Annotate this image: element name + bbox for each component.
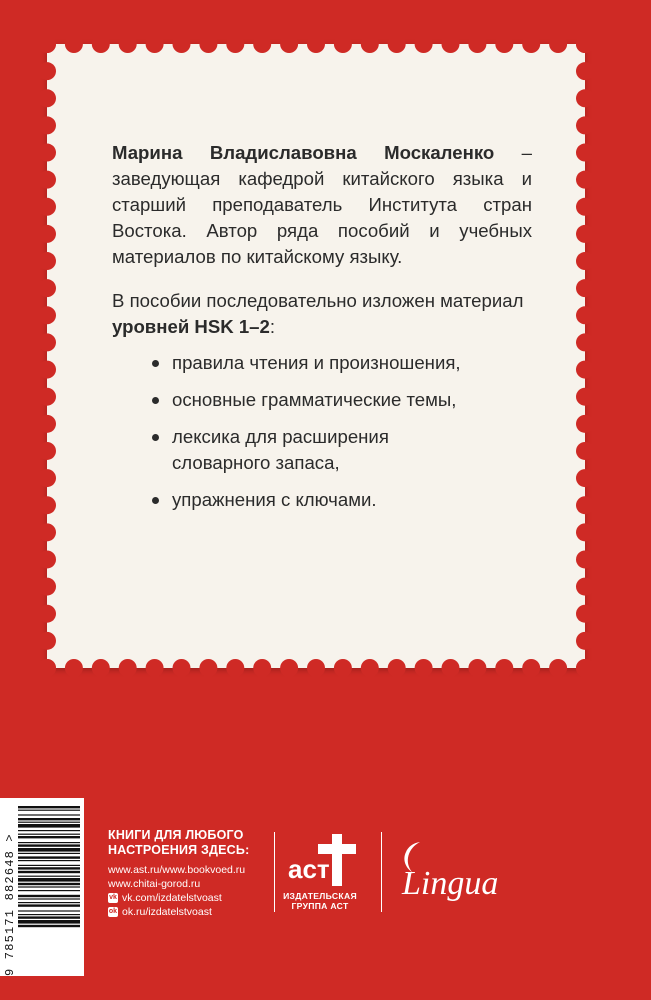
barcode-bar xyxy=(18,860,80,861)
barcode-bar xyxy=(18,844,80,846)
isbn-number: 9 785171 882648 > xyxy=(3,833,17,976)
ok-icon: ok xyxy=(108,908,118,915)
lingua-imprint-logo xyxy=(398,838,518,908)
barcode-bar xyxy=(18,886,80,887)
barcode-bar xyxy=(18,865,80,866)
barcode-bar xyxy=(18,806,80,808)
list-item xyxy=(152,387,532,413)
barcode-bar xyxy=(18,810,80,811)
list-item xyxy=(152,350,532,376)
footer-info xyxy=(108,828,249,919)
link-bookstores[interactable]: www.ast.ru/www.bookvoed.ru xyxy=(108,864,246,876)
barcode-bar xyxy=(18,904,80,906)
footer-heading xyxy=(108,828,249,858)
barcode-bar xyxy=(18,890,80,891)
barcode-bar xyxy=(18,878,80,882)
author-name: Марина Владиславовна Москаленко xyxy=(112,142,495,163)
vk-link-text: vk.com/izdatelstvoast xyxy=(122,892,222,904)
list-item xyxy=(152,424,422,476)
barcode-bar xyxy=(18,867,80,869)
barcode-bar xyxy=(18,818,80,820)
lingua-logo-text: Lingua xyxy=(402,865,499,902)
intro-start: В пособии последовательно изложен материал xyxy=(112,290,524,311)
footer-heading-line: КНИГИ ДЛЯ ЛЮБОГО xyxy=(108,828,244,842)
barcode-bar xyxy=(18,920,80,924)
list-item-text: правила чтения и произношения, xyxy=(172,352,461,373)
vk-icon: vk xyxy=(109,894,117,901)
barcode-bar xyxy=(18,824,80,828)
publisher-caption-line: ИЗДАТЕЛЬСКАЯ xyxy=(283,891,357,901)
barcode-bar xyxy=(18,856,80,858)
link-ok[interactable] xyxy=(108,905,249,919)
barcode-bar xyxy=(18,898,80,899)
barcode-bar xyxy=(18,842,80,843)
intro-end: : xyxy=(269,316,276,337)
barcode-bar xyxy=(18,895,80,897)
barcode-bar xyxy=(18,836,80,838)
contents-list xyxy=(112,350,532,513)
list-item-text: лексика для расширения словарного запаса, xyxy=(172,426,389,473)
ast-publisher-logo xyxy=(288,832,360,890)
list-item-text: упражнения с ключами. xyxy=(172,489,377,510)
stamp-content xyxy=(112,140,532,524)
barcode-bar xyxy=(18,902,80,903)
publisher-caption-line: ГРУППА АСТ xyxy=(291,901,349,911)
barcode-bar xyxy=(18,871,80,873)
divider xyxy=(381,832,382,912)
link-chitai-gorod[interactable]: www.chitai-gorod.ru xyxy=(108,878,201,890)
barcode-bar xyxy=(18,834,80,835)
footer-heading-line: НАСТРОЕНИЯ ЗДЕСЬ: xyxy=(108,843,250,857)
bullet-icon xyxy=(152,434,159,441)
barcode-bar xyxy=(18,822,80,823)
barcode-bar xyxy=(18,830,80,831)
barcode-bar xyxy=(18,914,80,915)
barcode-bar xyxy=(18,883,80,885)
publisher-caption xyxy=(270,891,370,911)
author-description: – заведующая кафедрой китайского языка и старший преподаватель Института стран Востока. Автор ряда пособий и учебных материалов по китайскому языку. xyxy=(112,142,533,267)
barcode-bar xyxy=(18,853,80,854)
link-vk[interactable] xyxy=(108,891,249,905)
bullet-icon xyxy=(152,397,159,404)
list-item xyxy=(152,487,532,513)
barcode-bar xyxy=(18,925,80,927)
barcode-bar xyxy=(18,848,80,852)
footer-links xyxy=(108,863,249,919)
list-item-text: основные грамматические темы, xyxy=(172,389,457,410)
barcode-bar xyxy=(18,916,80,918)
bullet-icon xyxy=(152,360,159,367)
ast-logo-text: аст xyxy=(288,854,330,884)
barcode-bar xyxy=(18,910,80,911)
bullet-icon xyxy=(152,497,159,504)
manual-intro xyxy=(112,288,532,340)
barcode-bar xyxy=(18,876,80,877)
barcode-bar xyxy=(18,814,80,815)
intro-levels: уровней HSK 1–2 xyxy=(112,316,270,337)
author-bio xyxy=(112,140,532,270)
ok-link-text: ok.ru/izdatelstvoast xyxy=(122,906,212,918)
